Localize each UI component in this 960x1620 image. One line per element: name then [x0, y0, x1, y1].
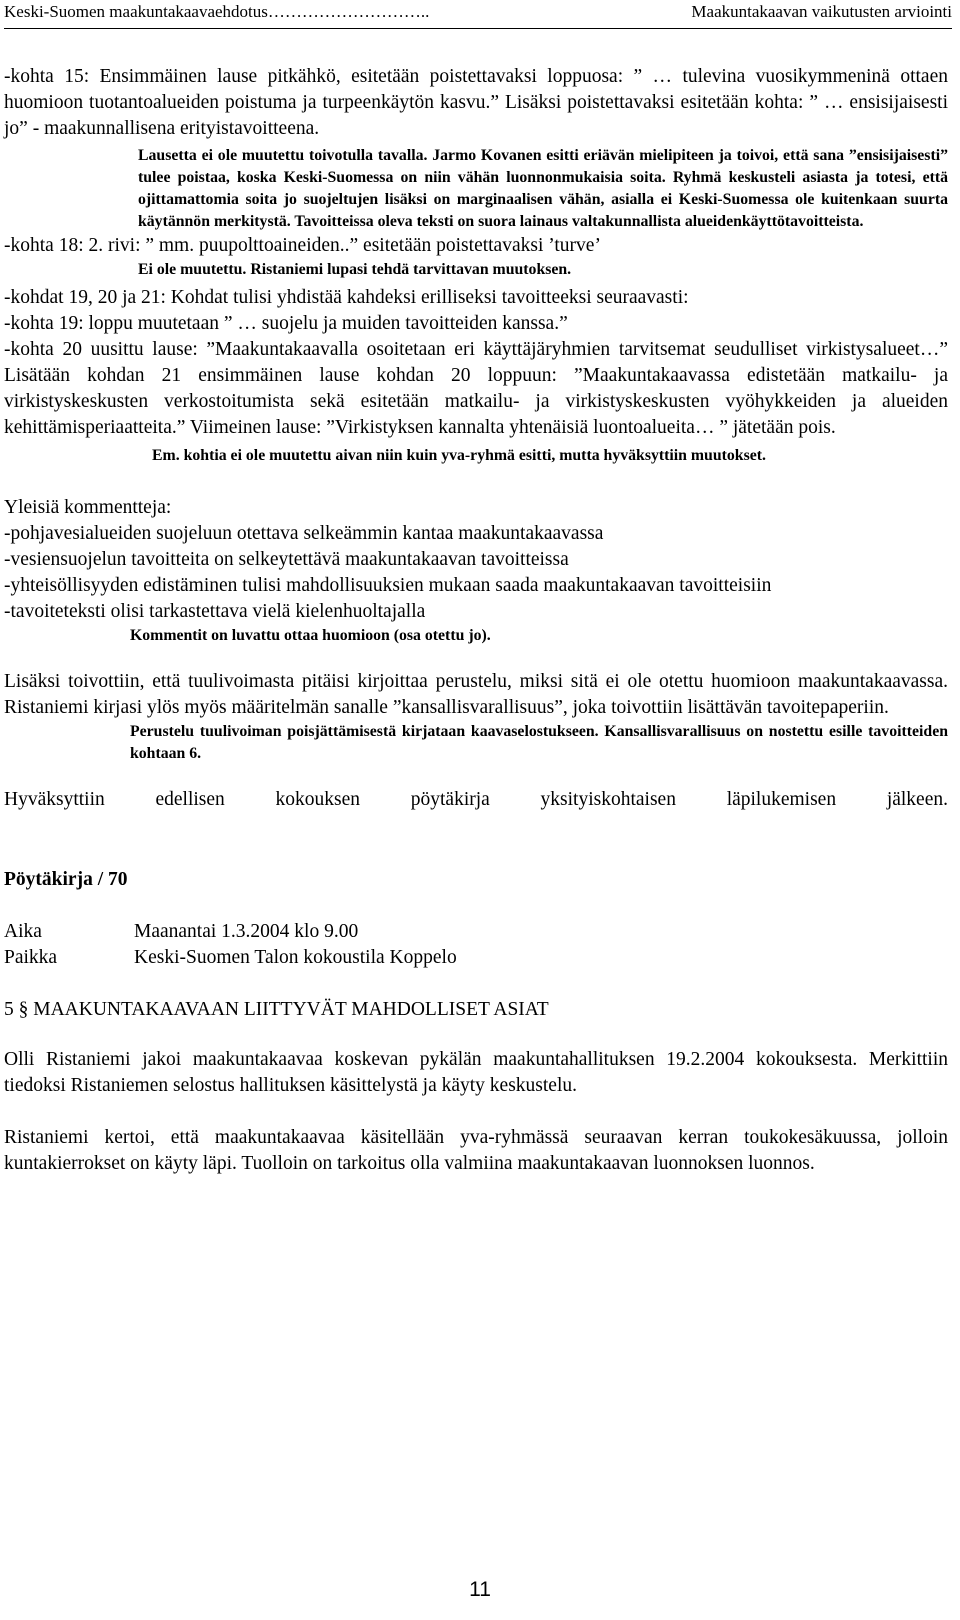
- section-heading: 5 § MAAKUNTAKAAVAAN LIITTYVÄT MAHDOLLISET ASIAT: [4, 999, 549, 1020]
- kohta-15-note: Lausetta ei ole muutettu toivotulla tavalla. Jarmo Kovanen esitti eriävän mielipiteen ja toivoi, että sana ”ensisijaisesti” tulee poistaa, koska Keski-Suomessa on niin vähän luonnonmukaisia soita. Ryhmä keskusteli asiasta ja totesi, että ojittamattomia soita jo suojeltujen lisäksi on marginaalisen vähän, asialla ei Keski-Suomessa ole kuitenkaan suurta käytännön merkitystä. Tavoitteissa oleva teksti on suora lainaus valtakunnallista alueidenkäyttötavoitteista.: [138, 147, 948, 230]
- running-header: [4, 2, 952, 29]
- header-left: Keski-Suomen maakuntakaavaehdotus………………………..: [4, 2, 430, 21]
- page-number: 11: [469, 1578, 491, 1601]
- place-value: Keski-Suomen Talon kokoustila Koppelo: [134, 947, 457, 968]
- general-comment-item: -tavoiteteksti olisi tarkastettava vielä kielenhuoltajalla: [4, 601, 426, 622]
- time-label: Aika: [4, 921, 42, 942]
- kohta-20-text: -kohta 20 uusittu lause: ”Maakuntakaavalla osoitetaan eri käyttäjäryhmien tarvitsemat seudulliset virkistysalueet…” Lisätään kohdan 21 ensimmäinen lause kohdan 20 loppuun: ”Maakuntakaavassa edistetään matkailu- ja virkistyskeskusten verkostoitumista sekä esitetään matkailu- ja virkistyskeskusten vyöhykkeiden ja alueiden kehittämisperiaatteita.” Viimeinen lause: ”Virkistyksen kannalta yhtenäisiä luontoalueita… ” jätetään pois.: [4, 339, 948, 438]
- general-comment-item: -vesiensuojelun tavoitteita on selkeytettävä maakuntakaavan tavoitteissa: [4, 549, 569, 570]
- place-row: [4, 945, 948, 971]
- kohta-18-text: -kohta 18: 2. rivi: ” mm. puupolttoaineiden..” esitetään poistettavaksi ’turve’: [4, 235, 601, 256]
- wind-power-text: Lisäksi toivottiin, että tuulivoimasta pitäisi kirjoittaa perustelu, miksi sitä ei ole otettu huomioon maakuntakaavassa. Ristaniemi kirjasi ylös myös määritelmän sanalle ”kansallisvarallisuus”, joka toivottiin lisättävän tavoitepaperiin.: [4, 671, 948, 718]
- approval-text: Hyväksyttiin edellisen kokouksen pöytäkirja yksityiskohtaisen läpilukemisen jälkeen.: [4, 789, 948, 810]
- wind-power-note: Perustelu tuulivoiman poisjättämisestä kirjataan kaavaselostukseen. Kansallisvarallisuus on nostettu esille tavoitteiden kohtaan 6.: [130, 723, 948, 762]
- general-comments-title: Yleisiä kommentteja:: [4, 497, 172, 518]
- time-value: Maanantai 1.3.2004 klo 9.00: [134, 921, 359, 942]
- kohta-18-note: Ei ole muutettu. Ristaniemi lupasi tehdä tarvittavan muutoksen.: [138, 261, 572, 278]
- minutes-paragraph-2: Ristaniemi kertoi, että maakuntakaavaa käsitellään yva-ryhmässä seuraavan kerran toukokesäkuussa, jolloin kuntakierrokset on käyty läpi. Tuolloin on tarkoitus olla valmiina maakuntakaavan luonnoksen luonnos.: [4, 1127, 948, 1174]
- time-row: [4, 919, 948, 945]
- place-label: Paikka: [4, 947, 58, 968]
- general-comment-item: -yhteisöllisyyden edistäminen tulisi mahdollisuuksien mukaan saada maakuntakaavan tavoitteisiin: [4, 575, 772, 596]
- header-right: Maakuntakaavan vaikutusten arviointi: [691, 2, 952, 21]
- general-comment-item: -pohjavesialueiden suojeluun otettava selkeämmin kantaa maakuntakaavassa: [4, 523, 604, 544]
- kohdat-19-21-line: -kohdat 19, 20 ja 21: Kohdat tulisi yhdistää kahdeksi erilliseksi tavoitteeksi seuraavasti:: [4, 287, 689, 308]
- minutes-paragraph-1: Olli Ristaniemi jakoi maakuntakaavaa koskevan pykälän maakuntahallituksen 19.2.2004 kokouksesta. Merkittiin tiedoksi Ristaniemen selostus hallituksen käsittelystä ja käyty keskustelu.: [4, 1049, 948, 1096]
- kohdat-19-21-note: Em. kohtia ei ole muutettu aivan niin kuin yva-ryhmä esitti, mutta hyväksyttiin muutokset.: [152, 447, 766, 464]
- general-comments-note: Kommentit on luvattu ottaa huomioon (osa otettu jo).: [130, 627, 491, 644]
- minutes-title: Pöytäkirja / 70: [4, 869, 128, 890]
- kohta-15-text: -kohta 15: Ensimmäinen lause pitkähkö, esitetään poistettavaksi loppuosa: ” … tulevina vuosikymmeninä ottaen huomioon tuotantoalueiden poistuma ja turpeenkäytön kasvu.” Lisäksi poistettavaksi esitetään kohta: ” … ensisijaisesti jo” - maakunnallisena erityistavoitteena.: [4, 66, 948, 139]
- kohta-19-line: -kohta 19: loppu muutetaan ” … suojelu ja muiden tavoitteiden kanssa.”: [4, 313, 568, 334]
- document-body: [4, 64, 948, 1177]
